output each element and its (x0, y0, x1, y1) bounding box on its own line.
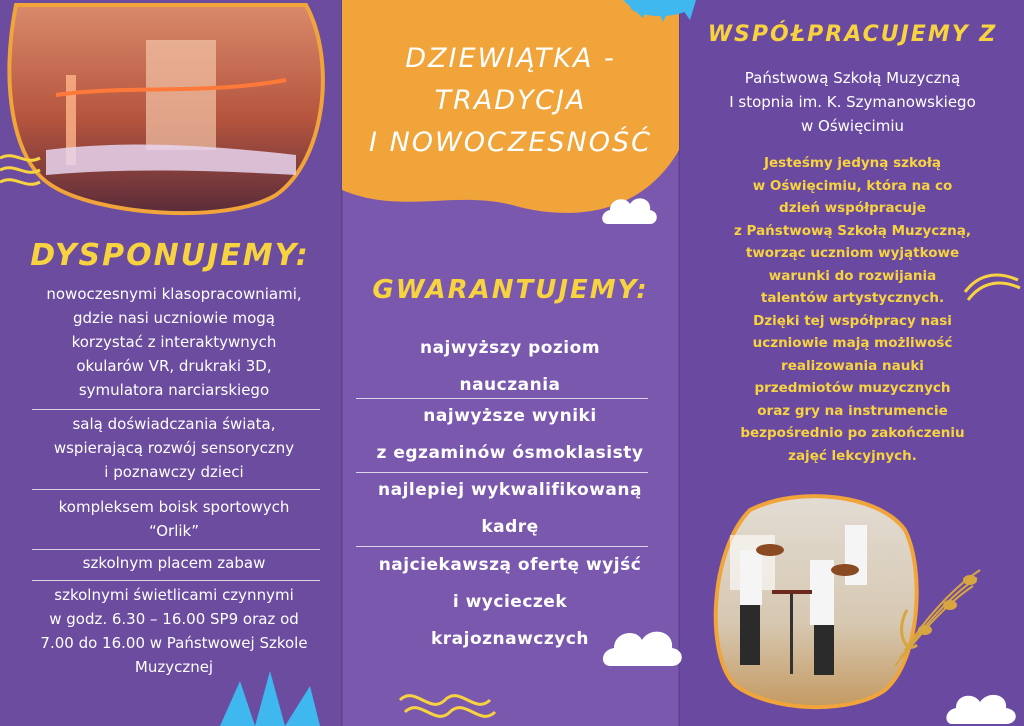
school-name: Państwową Szkołą Muzyczną I stopnia im. K. Szymanowskiego w Oświęcimiu (729, 69, 976, 135)
cloud-icon (600, 620, 690, 670)
squiggle-lines-icon (0, 150, 50, 190)
squiggle-lines-icon (960, 262, 1020, 302)
list-item: szkolnym placem zabaw (82, 554, 266, 572)
separator (32, 489, 320, 490)
sensory-room-photo (6, 0, 336, 215)
cloud-icon (944, 686, 1024, 726)
list-item: najwyższy poziom nauczania (419, 338, 601, 395)
list-item: szkolnymi świetlicami czynnymi w godz. 6.30 – 16.00 SP9 oraz od 7.00 do 16.00 w Państwowej Szkole Muzycznej (40, 586, 308, 676)
sun-splash-icon (618, 0, 698, 40)
squiggle-lines-icon (400, 680, 500, 720)
list-item: najciekawszą ofertę wyjść i wycieczek krajoznawczych (378, 555, 642, 649)
left-heading: DYSPONUJEMY: (30, 238, 310, 273)
separator (32, 549, 320, 550)
sun-splash-icon (210, 666, 330, 726)
middle-heading: GWARANTUJEMY: (372, 275, 649, 305)
separator (32, 580, 320, 581)
list-item: nowoczesnymi klasopracowniami, gdzie nasi uczniowie mogą korzystać z interaktywnych okularów VR, drukraki 3D, symulatora narciarskiego (46, 285, 302, 399)
list-item: kompleksem boisk sportowych “Orlik” (58, 498, 290, 540)
page-title: DZIEWIĄTKA - TRADYCJA I NOWOCZESNOŚĆ (369, 43, 652, 158)
list-item: salą doświadczania świata, wspierającą rozwój sensoryczny i poznawczy dzieci (53, 415, 295, 481)
music-notes-icon (895, 550, 985, 670)
cloud-icon (600, 190, 660, 230)
description-text: Jesteśmy jedyną szkołą w Oświęcimiu, która na co dzień współpracuje z Państwową Szkołą Muzyczną, tworząc uczniom wyjątkowe warunki do rozwijania talentów artystycznych. Dzięki tej współpracy nasi uczniowie mają możliwość realizowania nauki przedmiotów muzycznych oraz gry na instrumencie bezpośrednio po zakończeniu zajęć lekcyjnych. (733, 155, 972, 464)
separator (32, 409, 320, 410)
students-violin-photo (710, 490, 920, 710)
right-heading: WSPÓŁPRACUJEMY Z (707, 22, 998, 47)
list-item: najlepiej wykwalifikowaną kadrę (378, 480, 642, 537)
list-item: najwyższe wyniki z egzaminów ósmoklasisty (376, 406, 644, 463)
